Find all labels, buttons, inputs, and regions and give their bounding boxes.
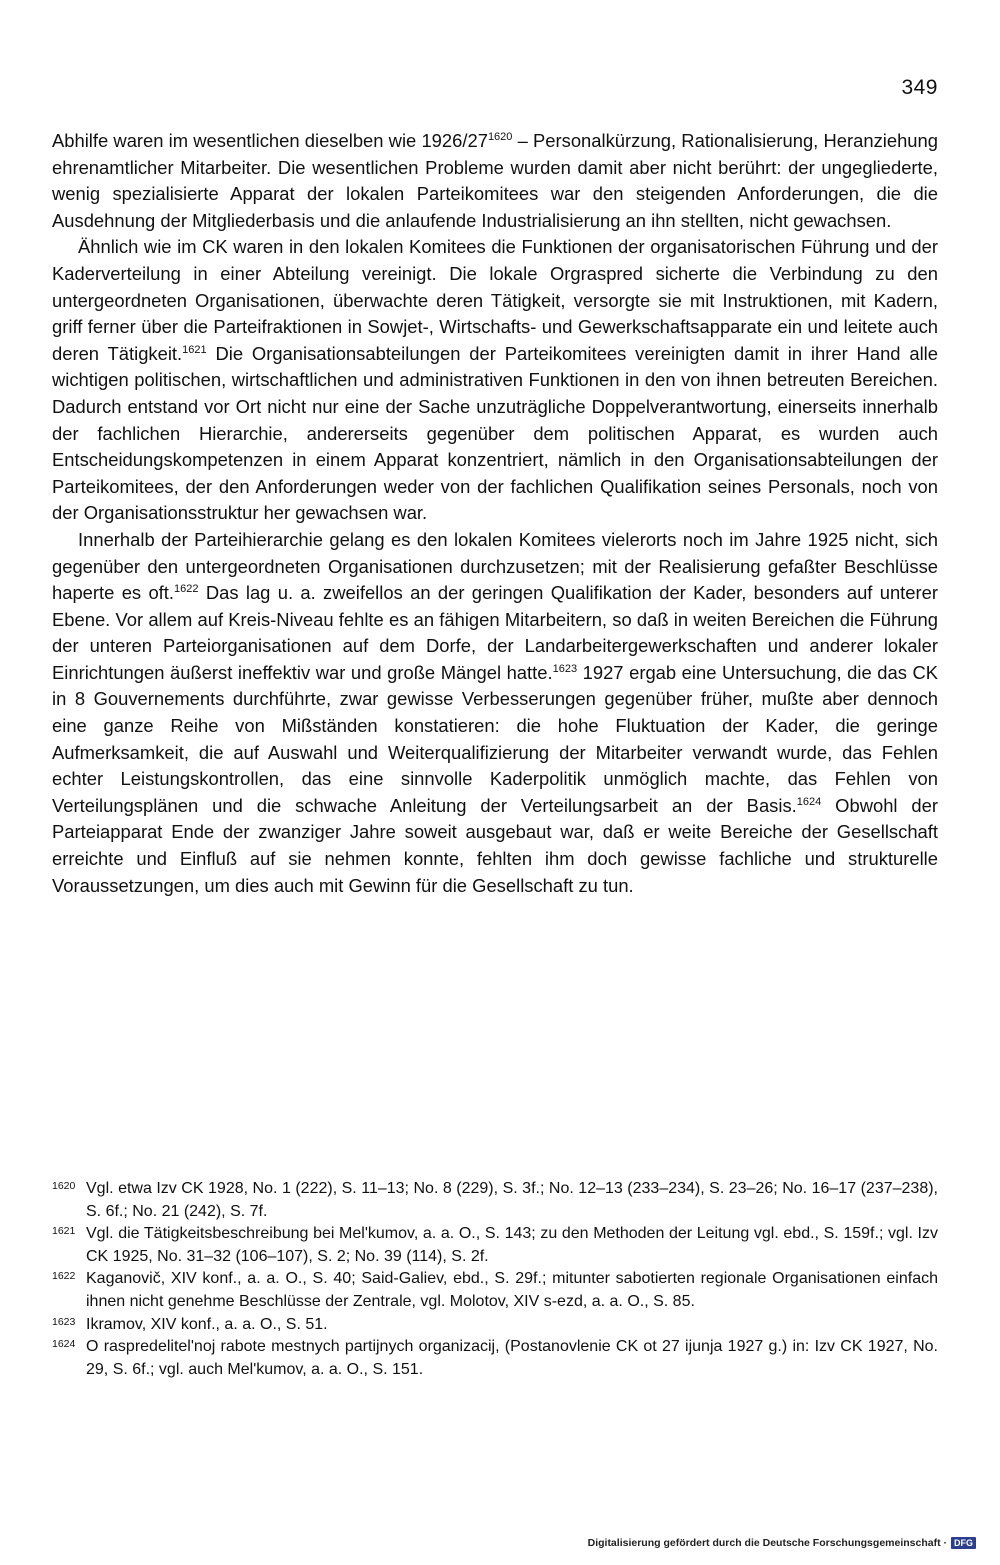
digitization-credit <box>588 1537 976 1549</box>
paragraph-text: – Personalkürzung, Rationalisierung, Heranziehung ehrenamtlicher Mitarbeiter. Die wesentlichen Probleme wurden damit aber nicht berührt: der ungegliederte, wenig spezialisierte Apparat der lokalen Parteikomitees war den steigenden Anforderungen, die die Ausdehnung der Mitgliederbasis und die anlaufende Industrialisierung an ihn stellten, nicht gewachsen. <box>52 130 938 231</box>
footnote-ref[interactable]: 1622 <box>174 583 199 596</box>
footnote-text: Ikramov, XIV konf., a. a. O., S. 51. <box>86 1315 328 1333</box>
footnote-number: 1622 <box>52 1270 76 1283</box>
body-text <box>52 128 938 899</box>
footnote <box>52 1223 938 1268</box>
paragraph <box>52 527 938 899</box>
footnote-text: Kaganovič, XIV konf., a. a. O., S. 40; Said-Galiev, ebd., S. 29f.; mitunter sabotierten regionale Organisationen einfach ihnen nicht genehme Beschlüsse der Zentrale, vgl. Molotov, XIV s-ezd, a. a. O., S. 85. <box>86 1270 938 1310</box>
footnote-text: Vgl. die Tätigkeitsbeschreibung bei Mel'kumov, a. a. O., S. 143; zu den Methoden der Leitung vgl. ebd., S. 159f.; vgl. Izv CK 1925, No. 31–32 (106–107), S. 2; No. 39 (114), S. 2f. <box>86 1225 938 1265</box>
footnote-number: 1621 <box>52 1225 76 1238</box>
footnote-number: 1620 <box>52 1180 76 1192</box>
credit-text: Digitalisierung gefördert durch die Deutsche Forschungsgemeinschaft · <box>587 1537 947 1549</box>
footnote-ref[interactable]: 1624 <box>796 795 822 808</box>
footnote-number: 1624 <box>52 1338 76 1351</box>
paragraph-text: Obwohl der Parteiapparat Ende der zwanziger Jahre soweit ausgebaut war, daß er weite Bereiche der Gesellschaft erreichte und Einfluß auf sie nehmen konnte, fehlten ihm doch gewisse fachliche und strukturelle Voraussetzungen, um dies auch mit Gewinn für die Gesellschaft zu tun. <box>52 794 939 896</box>
paragraph-text: Innerhalb der Parteihierarchie gelang es den lokalen Komitees vielerorts noch im Jahre 1925 nicht, sich gegenüber den untergeordneten Organisationen durchzusetzen; mit der Realisierung gefaßter Beschlüsse haperte es oft. <box>52 528 938 604</box>
footnote <box>52 1336 938 1381</box>
paragraph-text: Ähnlich wie im CK waren in den lokalen Komitees die Funktionen der organisatorischen Führung und der Kaderverteilung in einer Abteilung vereinigt. Die lokale Orgraspred sicherte die Verbindung zu den untergeordneten Organisationen, überwachte deren Tätigkeit, versorgte sie mit Instruktionen, mit Kadern, griff ferner über die Parteifraktionen in Sowjet-, Wirtschafts- und Gewerkschaftsapparate ein und leitete auch deren Tätigkeit. <box>52 236 938 364</box>
footnote <box>52 1314 938 1337</box>
footnotes <box>52 1178 938 1381</box>
footnote-text: Vgl. etwa Izv CK 1928, No. 1 (222), S. 11–13; No. 8 (229), S. 3f.; No. 12–13 (233–234), S. 23–26; No. 16–17 (237–238), S. 6f.; No. 21 (242), S. 7f. <box>86 1180 938 1220</box>
footnote <box>52 1178 938 1223</box>
footnote <box>52 1268 938 1313</box>
dfg-logo: DFG <box>951 1537 976 1549</box>
paragraph-text: 1927 ergab eine Untersuchung, die das CK in 8 Gouvernements durchführte, zwar gewisse Verbesserungen gegenüber früher, mußte aber dennoch eine ganze Reihe von Mißständen konstatieren: die hohe Fluktuation der Kader, die geringe Aufmerksamkeit, die auf Auswahl und Weiterqualifizierung der Mitarbeiter verwandt wurde, das Fehlen echter Leistungskontrollen, das eine sinnvolle Kaderpolitik unmöglich machte, das Fehlen von Verteilungsplänen und die schwache Anleitung der Verteilungsarbeit an der Basis. <box>52 661 938 816</box>
footnote-number: 1623 <box>52 1315 76 1328</box>
footnote-text: O raspredelitel'noj rabote mestnych partijnych organizacij, (Postanovlenie CK ot 27 ijunja 1927 g.) in: Izv CK 1927, No. 29, S. 6f.; vgl. auch Mel'kumov, a. a. O., S. 151. <box>86 1338 938 1378</box>
paragraph <box>52 234 938 527</box>
footnote-ref[interactable]: 1620 <box>487 131 513 143</box>
footnote-ref[interactable]: 1621 <box>182 343 207 356</box>
paragraph-text: Abhilfe waren im wesentlichen dieselben wie 1926/27 <box>52 130 488 151</box>
page-number: 349 <box>901 76 938 99</box>
footnote-ref[interactable]: 1623 <box>552 662 578 675</box>
paragraph-text: Die Organisationsabteilungen der Parteikomitees vereinigten damit in ihrer Hand alle wichtigen politischen, wirtschaftlichen und administrativen Funktionen in den von ihnen betreuten Bereichen. Dadurch entstand vor Ort nicht nur eine der Sache unzuträgliche Doppelverantwortung, einerseits innerhalb der fachlichen Hierarchie, andererseits gegenüber dem politischen Apparat, es wurden auch Entscheidungskompetenzen in einem Apparat konzentriert, nämlich in den Organisationsabteilungen der Parteikomitees, der den Anforderungen weder von der fachlichen Qualifikation seines Personals, noch von der Organisationsstruktur her gewachsen war. <box>52 342 938 524</box>
paragraph <box>52 128 938 234</box>
paragraph-text: Das lag u. a. zweifellos an der geringen Qualifikation der Kader, besonders auf unterer Ebene. Vor allem auf Kreis-Niveau fehlte es an fähigen Mitarbeitern, so daß in weiten Bereichen die Führung der unteren Parteiorganisationen auf dem Dorfe, der Landarbeitergewerkschaften und anderer lokaler Einrichtungen äußerst ineffektiv war und große Mängel hatte. <box>52 582 938 683</box>
